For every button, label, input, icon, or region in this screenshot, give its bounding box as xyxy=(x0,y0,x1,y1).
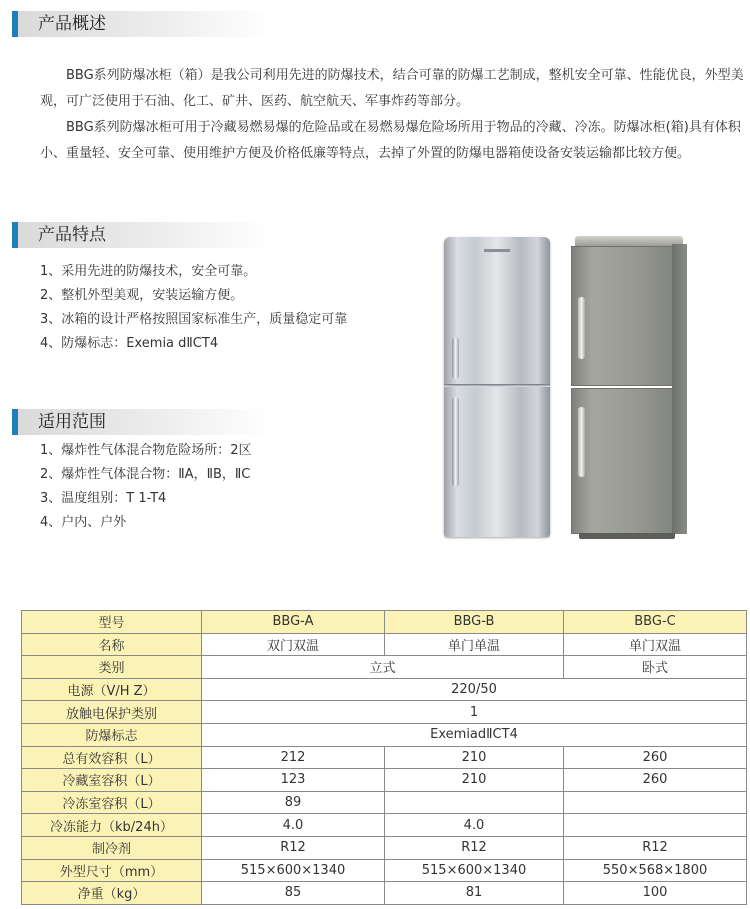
overview-paragraph-1: BBG系列防爆冰柜（箱）是我公司利用先进的防爆技术，结合可靠的防爆工艺制成，整机安全可靠、性能优良，外型美观，可广泛使用于石油、化工、矿井、医药、航空航天、军事炸药等部分。 xyxy=(40,68,744,109)
scope-header xyxy=(12,409,270,435)
table-cell: 4.0 xyxy=(202,814,385,837)
table-cell: 220/50 xyxy=(202,678,747,701)
table-cell: 210 xyxy=(385,769,564,792)
table-row xyxy=(22,633,747,656)
table-cell: 卧式 xyxy=(564,656,747,679)
overview-header xyxy=(12,11,270,37)
list-item: 3、冰箱的设计严格按照国家标准生产，质量稳定可靠 xyxy=(40,312,348,327)
door-split-line xyxy=(444,384,550,387)
features-title: 产品特点 xyxy=(38,225,106,245)
section-accent-bar xyxy=(12,11,18,37)
upper-door-handle xyxy=(452,337,459,379)
table-cell: 260 xyxy=(564,746,747,769)
overview-title: 产品概述 xyxy=(38,14,106,34)
table-cell: 515×600×1340 xyxy=(202,859,385,882)
table-cell: 81 xyxy=(385,882,564,905)
table-cell: BBG-A xyxy=(202,611,385,634)
spec-table xyxy=(21,610,747,905)
upper-door xyxy=(571,246,673,386)
table-cell xyxy=(564,791,747,814)
lower-door-handle xyxy=(452,397,459,487)
table-cell: R12 xyxy=(385,836,564,859)
table-row xyxy=(22,814,747,837)
table-row xyxy=(22,678,747,701)
list-item: 1、采用先进的防爆技术，安全可靠。 xyxy=(40,264,257,279)
fridge-base xyxy=(579,533,675,539)
table-row xyxy=(22,723,747,746)
table-cell: 550×568×1800 xyxy=(564,859,747,882)
table-cell: 净重（kg） xyxy=(22,882,202,905)
list-item: 4、防爆标志：Exemia dⅡCT4 xyxy=(40,336,219,351)
double-door-fridge-image xyxy=(444,237,550,537)
table-row xyxy=(22,882,747,905)
list-item: 2、整机外型美观，安装运输方便。 xyxy=(40,288,244,303)
table-cell: R12 xyxy=(202,836,385,859)
table-cell: 冷冻能力（kb/24h） xyxy=(22,814,202,837)
table-row xyxy=(22,746,747,769)
table-cell: 外型尺寸（mm） xyxy=(22,859,202,882)
section-accent-bar xyxy=(12,409,18,435)
table-cell: R12 xyxy=(564,836,747,859)
table-cell: 100 xyxy=(564,882,747,905)
table-row xyxy=(22,859,747,882)
table-cell: 单门单温 xyxy=(385,633,564,656)
table-cell: 212 xyxy=(202,746,385,769)
table-cell: ExemiadⅡCT4 xyxy=(202,723,747,746)
list-item: 2、爆炸性气体混合物：ⅡA，ⅡB，ⅡC xyxy=(40,467,251,482)
table-row xyxy=(22,836,747,859)
features-header xyxy=(12,222,270,248)
table-row xyxy=(22,656,747,679)
table-cell: 260 xyxy=(564,769,747,792)
single-door-fridge-image xyxy=(571,236,687,540)
table-row xyxy=(22,701,747,724)
section-accent-bar xyxy=(12,222,18,248)
lower-door-handle xyxy=(578,407,585,477)
fridge-logo xyxy=(484,249,510,252)
table-cell: 85 xyxy=(202,882,385,905)
features-list xyxy=(40,260,347,356)
overview-paragraph-2: BBG系列防爆冰柜可用于冷藏易燃易爆的危险品或在易燃易爆危险场所用于物品的冷藏、冷冻。防爆冰柜(箱)具有体积小、重量轻、安全可靠、使用维护方便及价格低廉等特点，去掉了外置的防爆电器箱使设备安装运输都比较方便。 xyxy=(40,120,741,161)
table-cell: BBG-B xyxy=(385,611,564,634)
lower-door xyxy=(571,388,673,534)
scope-list xyxy=(40,439,252,535)
table-row xyxy=(22,769,747,792)
table-cell: BBG-C xyxy=(564,611,747,634)
table-header-row xyxy=(22,611,747,634)
table-cell: 1 xyxy=(202,701,747,724)
table-cell: 防爆标志 xyxy=(22,723,202,746)
list-item: 4、户内、户外 xyxy=(40,515,127,530)
table-cell: 210 xyxy=(385,746,564,769)
fridge-top-panel xyxy=(575,236,683,246)
fridge-side-panel xyxy=(672,244,687,534)
list-item: 3、温度组别：T 1-T4 xyxy=(40,491,167,506)
table-cell: 89 xyxy=(202,791,385,814)
table-cell: 冷冻室容积（L） xyxy=(22,791,202,814)
upper-door-handle xyxy=(578,297,585,359)
table-cell: 123 xyxy=(202,769,385,792)
table-cell: 单门双温 xyxy=(564,633,747,656)
table-cell: 名称 xyxy=(22,633,202,656)
table-cell: 冷藏室容积（L） xyxy=(22,769,202,792)
table-cell: 515×600×1340 xyxy=(385,859,564,882)
table-cell xyxy=(564,814,747,837)
table-cell: 放触电保护类别 xyxy=(22,701,202,724)
table-row xyxy=(22,791,747,814)
table-cell: 制冷剂 xyxy=(22,836,202,859)
table-cell: 4.0 xyxy=(385,814,564,837)
table-cell: 双门双温 xyxy=(202,633,385,656)
table-cell: 立式 xyxy=(202,656,564,679)
table-cell: 类别 xyxy=(22,656,202,679)
table-cell: 电源（V/H Z） xyxy=(22,678,202,701)
table-cell xyxy=(385,791,564,814)
list-item: 1、爆炸性气体混合物危险场所：2区 xyxy=(40,443,252,458)
table-cell: 型号 xyxy=(22,611,202,634)
table-cell: 总有效容积（L） xyxy=(22,746,202,769)
scope-title: 适用范围 xyxy=(38,412,106,432)
